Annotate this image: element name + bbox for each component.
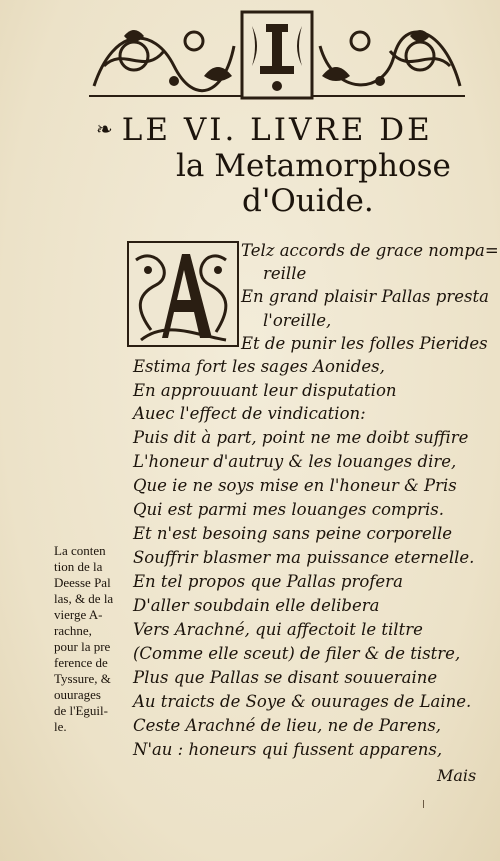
book-title <box>96 112 476 148</box>
margin-note-line: ouurages <box>54 687 101 702</box>
printer-mark <box>423 800 424 808</box>
verse-line: N'au : honeurs qui fussent apparens, <box>133 740 443 759</box>
verse-line: Auec l'effect de vindication: <box>133 404 366 423</box>
margin-note-line: de l'Eguil- <box>54 703 108 718</box>
verse-line: Que ie ne soys mise en l'honeur & Pris <box>133 476 457 495</box>
title-line-2: la Metamorphose <box>176 148 451 184</box>
svg-text:A: A <box>183 240 184 241</box>
margin-note-line: La conten <box>54 543 106 558</box>
margin-note-line: vierge A- <box>54 607 103 622</box>
verse-line: reille <box>263 264 307 283</box>
margin-note-line: le. <box>54 719 67 734</box>
verse-line: l'oreille, <box>263 311 332 330</box>
verse-line: Au traicts de Soye & ouurages de Laine. <box>133 692 472 711</box>
verse-line: Qui est parmi mes louanges compris. <box>133 500 444 519</box>
verse-line: En tel propos que Pallas profera <box>133 572 403 591</box>
verse-line: En grand plaisir Pallas presta <box>241 287 489 306</box>
verse-line: Ceste Arachné de lieu, ne de Parens, <box>133 716 442 735</box>
verse-line: (Comme elle sceut) de filer & de tistre, <box>133 644 461 663</box>
verse-line: Vers Arachné, qui affectoit le tiltre <box>133 620 423 639</box>
title-line-3: d'Ouide. <box>242 183 374 219</box>
verse-line: Et de punir les folles Pierides <box>241 334 488 353</box>
margin-note-line: las, & de la <box>54 591 114 606</box>
margin-note <box>54 543 134 735</box>
ornamental-headpiece <box>84 6 470 106</box>
verse-line: Souffrir blasmer ma puissance eternelle. <box>133 548 475 567</box>
margin-note-line: rachne, <box>54 623 92 638</box>
decorated-initial <box>126 240 240 348</box>
margin-note-line: Deesse Pal <box>54 575 111 590</box>
fleuron-icon: ❧ <box>96 117 116 141</box>
margin-note-line: tion de la <box>54 559 103 574</box>
verse-line: Plus que Pallas se disant souueraine <box>133 668 438 687</box>
title-line-1: LE VI. LIVRE DE <box>121 112 433 148</box>
margin-note-line: pour la pre <box>54 639 111 654</box>
verse-line: Et n'est besoing sans peine corporelle <box>133 524 453 543</box>
catchword: Mais <box>437 766 477 785</box>
verse-line: L'honeur d'autruy & les louanges dire, <box>133 452 457 471</box>
verse-line: D'aller soubdain elle delibera <box>133 596 380 615</box>
verse-line: En approuuant leur disputation <box>133 381 397 400</box>
verse-line: Puis dit à part, point ne me doibt suffire <box>133 428 469 447</box>
verse-line: Estima fort les sages Aonides, <box>133 357 385 376</box>
verse-line: Telz accords de grace nompa= <box>241 241 499 260</box>
margin-note-line: Tyssure, & <box>54 671 111 686</box>
margin-note-line: ference de <box>54 655 108 670</box>
